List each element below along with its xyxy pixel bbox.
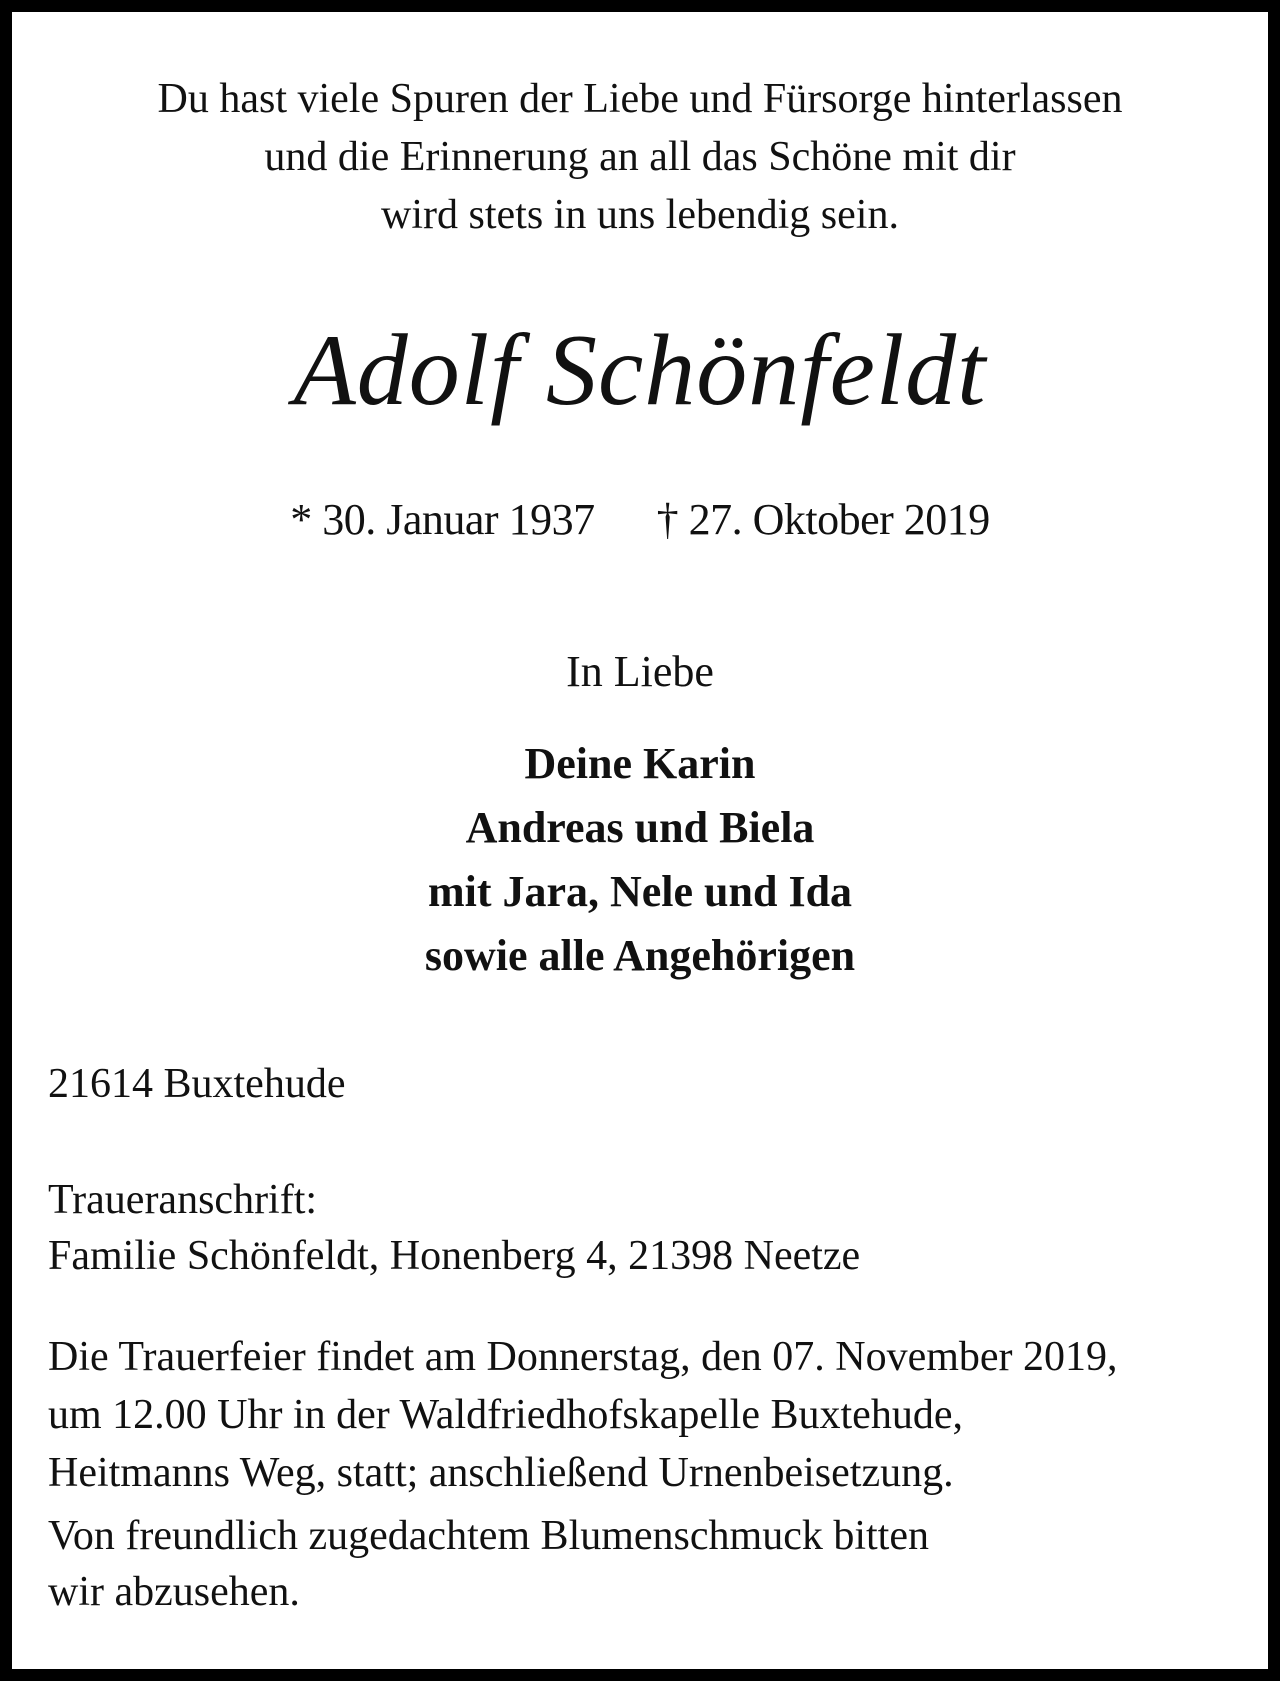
birth-date: * 30. Januar 1937 <box>290 495 595 544</box>
quote-line: Du hast viele Spuren der Liebe und Fürsorge hinterlassen <box>157 76 1123 122</box>
service-line: Heitmanns Weg, statt; anschließend Urnenbeisetzung. <box>48 1450 954 1496</box>
life-dates <box>12 494 1268 545</box>
service-line: Die Trauerfeier findet am Donnerstag, den 07. November 2019, <box>48 1334 1118 1380</box>
funeral-service-details <box>48 1328 1118 1502</box>
quote-line: und die Erinnerung an all das Schöne mit dir <box>264 134 1016 180</box>
mourners-list <box>12 732 1268 988</box>
mourner-line: sowie alle Angehörigen <box>424 931 856 980</box>
memorial-quote <box>12 70 1268 244</box>
condolence-address-text: Familie Schönfeldt, Honenberg 4, 21398 Neetze <box>48 1233 861 1279</box>
service-line: um 12.00 Uhr in der Waldfriedhofskapelle Buxtehude, <box>48 1392 963 1438</box>
quote-line: wird stets in uns lebendig sein. <box>381 192 899 238</box>
flowers-line: wir abzusehen. <box>48 1569 300 1615</box>
place-of-residence: 21614 Buxtehude <box>48 1061 346 1107</box>
mourner-line: mit Jara, Nele und Ida <box>427 867 853 916</box>
flowers-line: Von freundlich zugedachtem Blumenschmuck bitten <box>48 1513 929 1559</box>
mourner-line: Andreas und Biela <box>465 803 815 852</box>
mourner-line: Deine Karin <box>524 739 756 788</box>
flowers-note <box>48 1508 929 1620</box>
condolence-address-label: Traueranschrift: <box>48 1177 318 1223</box>
death-date: † 27. Oktober 2019 <box>656 495 990 544</box>
condolence-address <box>48 1172 860 1284</box>
mourners-intro: In Liebe <box>566 647 714 696</box>
deceased-name: Adolf Schönfeldt <box>293 314 987 427</box>
